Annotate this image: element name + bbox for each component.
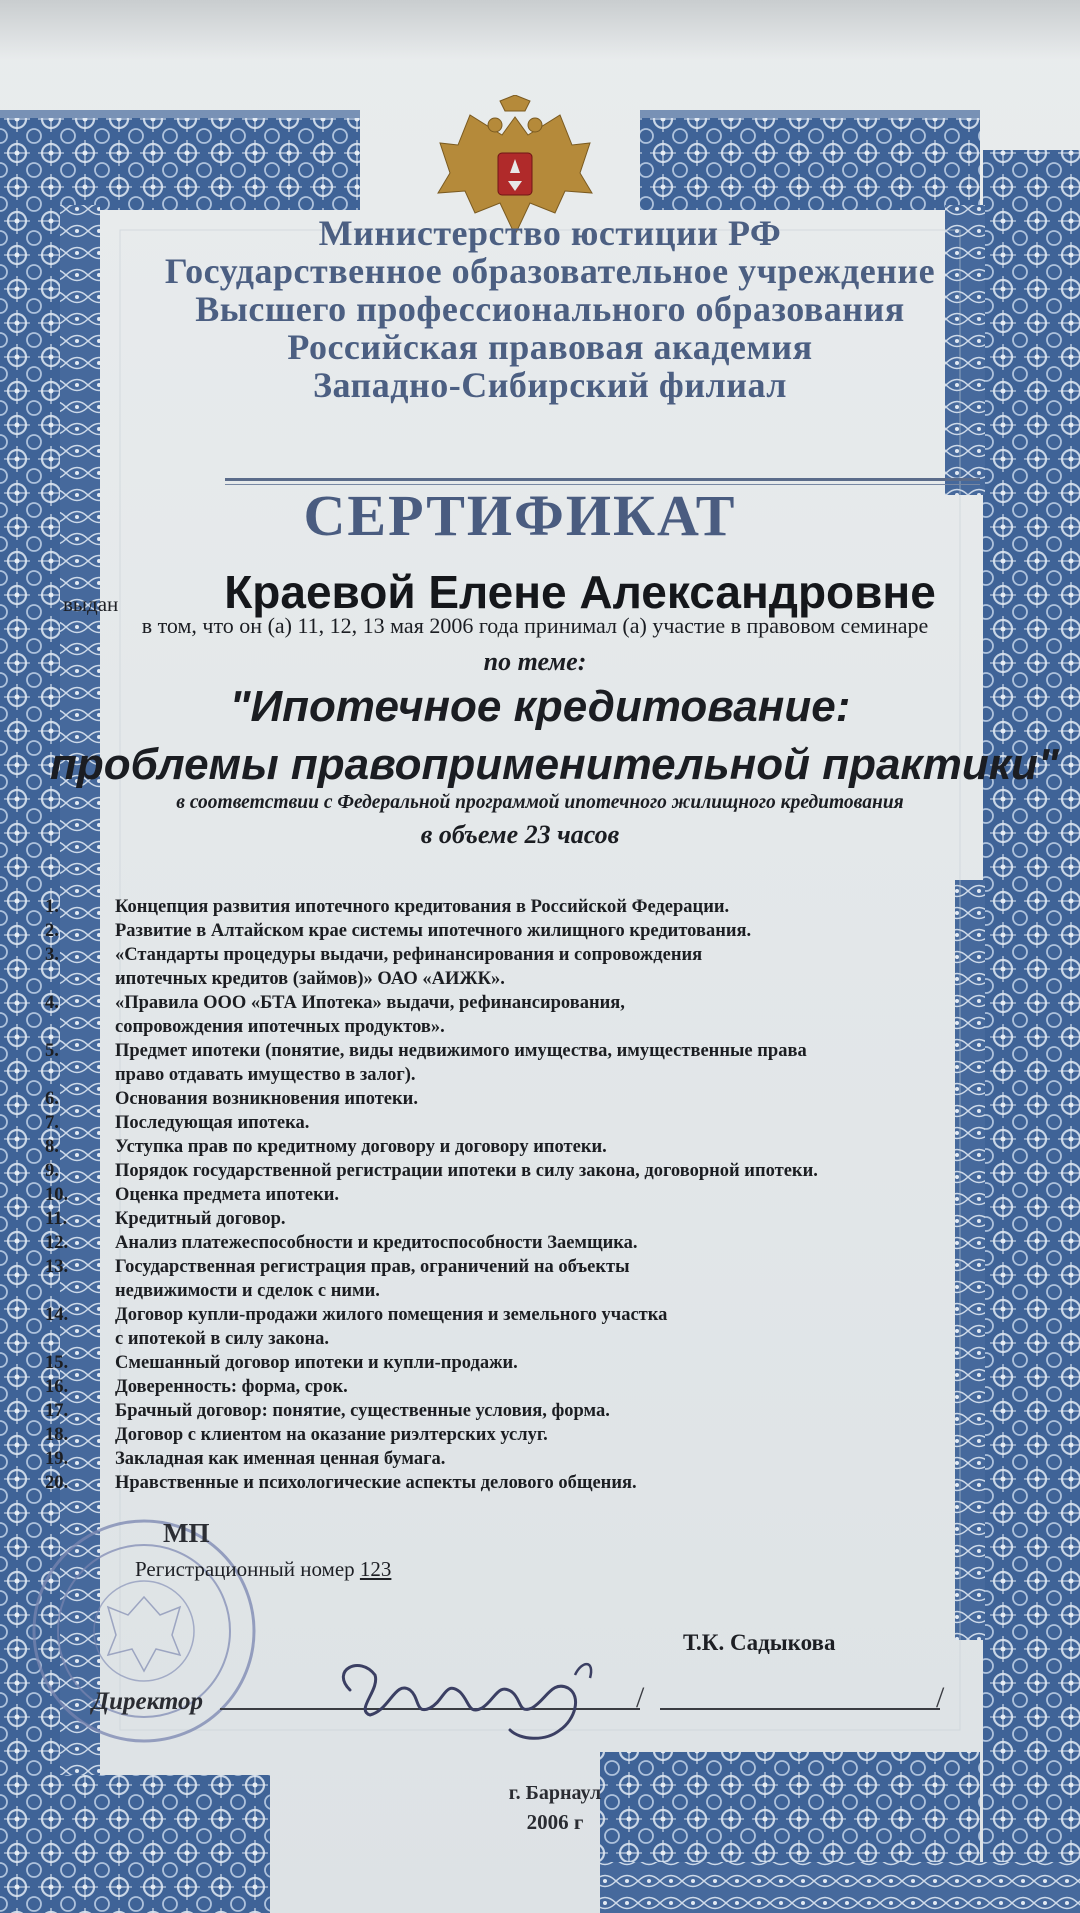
topic-item <box>45 919 1005 943</box>
topic-text: Предмет ипотеки (понятие, виды недвижимого имущества, имущественные права право отдавать имущество в залог). <box>115 1041 807 1085</box>
hours-volume: в объеме 23 часов <box>420 820 620 849</box>
topic-item <box>45 1255 1005 1303</box>
topic-number: 3. <box>45 945 59 965</box>
topic-item <box>45 1471 1005 1495</box>
topic-text: Анализ платежеспособности и кредитоспособности Заемщика. <box>115 1233 638 1253</box>
topic-item <box>45 1423 1005 1447</box>
header-institution-type: Государственное образовательное учреждение <box>164 251 936 291</box>
issue-year: 2006 г <box>526 1810 584 1834</box>
header-branch: Западно-Сибирский филиал <box>312 365 788 405</box>
topic-item <box>45 1135 1005 1159</box>
seminar-topic-line-2: проблемы правоприменительной практики" <box>50 740 1059 789</box>
topic-number: 2. <box>45 921 59 941</box>
issue-city: г. Барнаул <box>508 1782 602 1804</box>
header-academy: Российская правовая академия <box>287 327 813 367</box>
director-label: Директор <box>92 1688 204 1715</box>
ornament-top-left <box>0 118 360 210</box>
topic-number: 10. <box>45 1185 69 1205</box>
topic-number: 15. <box>45 1353 69 1373</box>
certificate-title: СЕРТИФИКАТ <box>303 483 737 548</box>
topic-item <box>45 1039 1005 1087</box>
topic-text: Оценка предмета ипотеки. <box>115 1185 340 1205</box>
topic-number: 8. <box>45 1137 59 1157</box>
topic-text: Порядок государственной регистрации ипотеки в силу закона, договорной ипотеки. <box>115 1161 818 1181</box>
seal-mark-label: МП <box>163 1518 210 1548</box>
topic-text: «Правила ООО «БТА Ипотека» выдачи, рефинансирования, сопровождения ипотечных продуктов». <box>115 993 625 1037</box>
topic-number: 14. <box>45 1305 69 1325</box>
participation-statement: в том, что он (а) 11, 12, 13 мая 2006 года принимал (а) участие в правовом семинаре <box>141 613 929 638</box>
signature-slash-2: / <box>936 1681 945 1714</box>
topic-number: 17. <box>45 1401 69 1421</box>
topic-text: «Стандарты процедуры выдачи, рефинансирования и сопровождения ипотечных кредитов (займов)» ОАО «АИЖК». <box>115 945 703 989</box>
topic-number: 1. <box>45 897 59 917</box>
topic-text: Брачный договор: понятие, существенные условия, форма. <box>115 1401 610 1421</box>
topic-item <box>45 1087 1005 1111</box>
signatory-name: Т.К. Садыкова <box>683 1630 836 1655</box>
topic-text: Договор купли-продажи жилого помещения и земельного участка с ипотекой в силу закона. <box>115 1305 668 1349</box>
registration-number <box>135 1557 391 1582</box>
topic-number: 20. <box>45 1473 69 1493</box>
topic-number: 9. <box>45 1161 59 1181</box>
topic-text: Кредитный договор. <box>115 1209 286 1229</box>
topic-item <box>45 1207 1005 1231</box>
ornament-top-right <box>640 118 980 210</box>
topic-number: 16. <box>45 1377 69 1397</box>
topic-item <box>45 1447 1005 1471</box>
topic-item <box>45 1111 1005 1135</box>
topic-number: 4. <box>45 993 59 1013</box>
topic-text: Концепция развития ипотечного кредитования в Российской Федерации. <box>115 897 730 917</box>
topic-number: 18. <box>45 1425 69 1445</box>
ornament-top-right-edge <box>640 110 980 118</box>
header-education-level: Высшего профессионального образования <box>195 289 905 329</box>
registration-number-value: 123 <box>359 1557 392 1581</box>
ornament-top-left-edge <box>0 110 360 118</box>
topic-item <box>45 1159 1005 1183</box>
topic-number: 7. <box>45 1113 59 1133</box>
topic-item <box>45 1375 1005 1399</box>
topic-number: 12. <box>45 1233 69 1253</box>
issued-label: выдан <box>63 592 119 616</box>
program-reference: в соответствии с Федеральной программой ипотечного жилищного кредитования <box>176 792 904 813</box>
topic-label: по теме: <box>483 647 587 676</box>
handwritten-signature <box>320 1630 630 1750</box>
topic-text: Смешанный договор ипотеки и купли-продажи. <box>115 1353 518 1373</box>
topic-item <box>45 895 1005 919</box>
topic-text: Уступка прав по кредитному договору и договору ипотеки. <box>115 1137 607 1157</box>
topic-number: 5. <box>45 1041 59 1061</box>
ornament-bottom-left <box>0 1775 270 1913</box>
topic-text: Нравственные и психологические аспекты делового общения. <box>115 1473 637 1493</box>
topic-text: Закладная как именная ценная бумага. <box>115 1449 446 1469</box>
ornament-bottom-right <box>600 1752 980 1862</box>
ornament-bottom-right-lower <box>600 1862 1080 1913</box>
header-rule <box>225 478 980 481</box>
seminar-topic-line-1: "Ипотечное кредитование: <box>229 682 851 731</box>
registration-label: Регистрационный номер <box>135 1557 360 1581</box>
topic-text: Развитие в Алтайском крае системы ипотечного жилищного кредитования. <box>115 921 752 941</box>
signature-name-line <box>660 1708 940 1710</box>
topic-item <box>45 991 1005 1039</box>
topic-item <box>45 1303 1005 1351</box>
topic-number: 11. <box>45 1209 68 1229</box>
topic-item <box>45 1351 1005 1375</box>
topic-item <box>45 1183 1005 1207</box>
topic-text: Последующая ипотека. <box>115 1113 310 1133</box>
topics-list <box>45 895 1005 1495</box>
topic-number: 6. <box>45 1089 59 1109</box>
topic-number: 19. <box>45 1449 69 1469</box>
topic-item <box>45 943 1005 991</box>
topic-text: Договор с клиентом на оказание риэлтерских услуг. <box>115 1425 548 1445</box>
header-ministry: Министерство юстиции РФ <box>318 213 782 253</box>
recipient-name: Краевой Елене Александровне <box>224 566 936 618</box>
topic-item <box>45 1399 1005 1423</box>
topic-text: Основания возникновения ипотеки. <box>115 1089 418 1109</box>
topic-text: Доверенность: форма, срок. <box>115 1377 348 1397</box>
topic-item <box>45 1231 1005 1255</box>
topic-text: Государственная регистрация прав, ограничений на объекты недвижимости и сделок с ними. <box>115 1257 630 1301</box>
signature-slash-1: / <box>636 1681 645 1714</box>
topic-number: 13. <box>45 1257 69 1277</box>
